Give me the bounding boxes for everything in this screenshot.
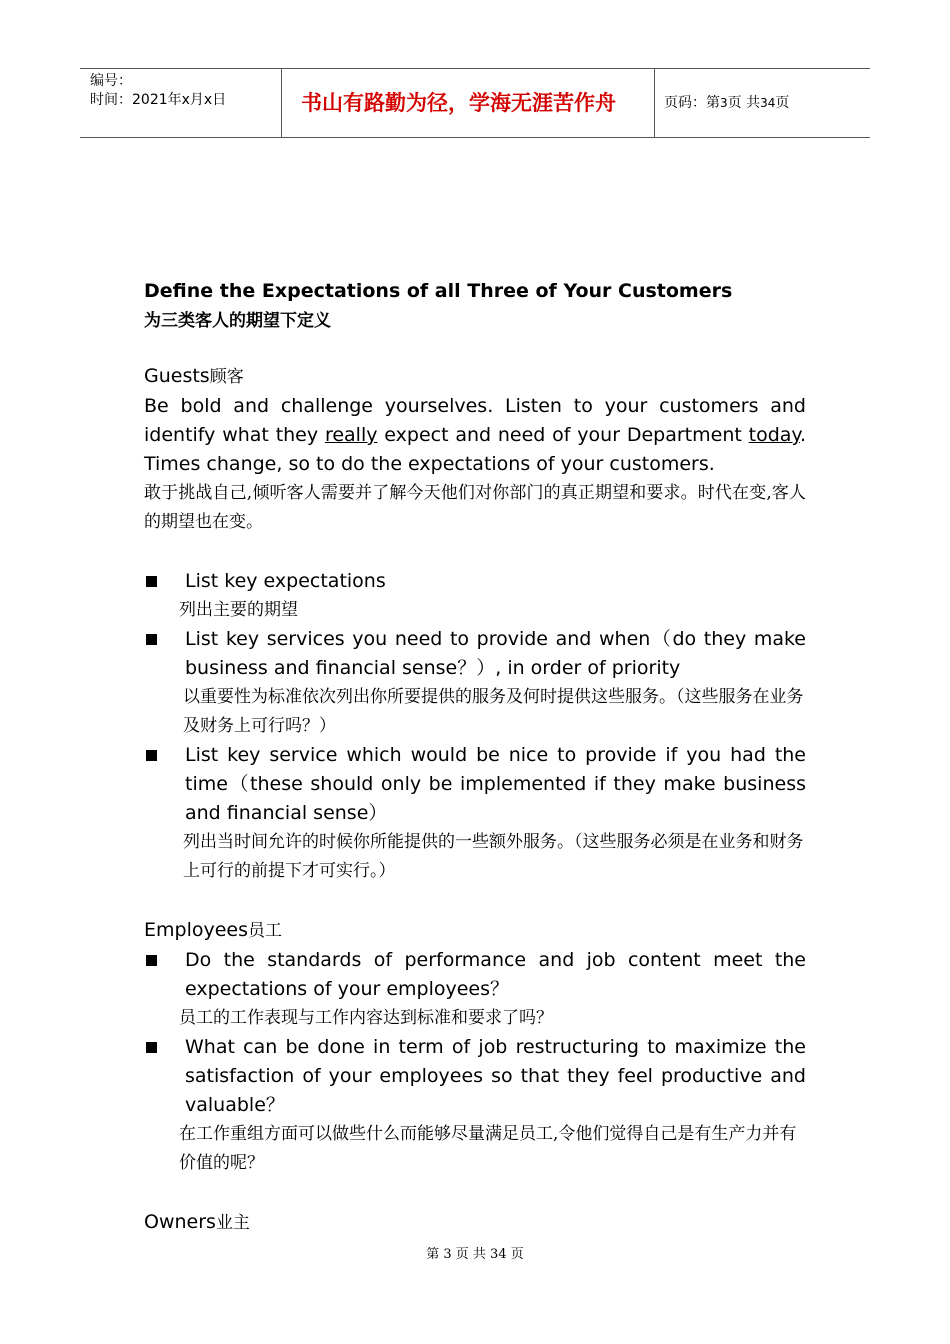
page-num: 3	[720, 96, 728, 110]
document-body	[144, 276, 806, 1238]
square-bullet-icon	[146, 1042, 157, 1053]
document-date: 时间：2021年x月x日	[90, 92, 227, 108]
page-suffix: 页	[775, 95, 790, 111]
square-bullet-icon	[146, 634, 157, 645]
list-item-translation: 在工作重组方面可以做些什么而能够尽量满足员工,令他们觉得自己是有生产力并有价值的呢？	[179, 1124, 797, 1173]
guests-para-text-3: . Times change, so to do the expectations of your customers.	[144, 424, 806, 475]
guests-para-really: really	[324, 424, 378, 446]
list-item	[144, 946, 806, 1004]
header-page-number	[664, 93, 789, 113]
guests-para-text-2: expect and need of your Department	[377, 424, 749, 446]
square-bullet-icon	[146, 955, 157, 966]
list-item-text: Do the standards of performance and job content meet the expectations of your employees？	[185, 949, 806, 1000]
page-header	[80, 68, 870, 138]
page-footer: 第 3 页 共 34 页	[426, 1247, 524, 1262]
header-slogan: 书山有路勤为径，学海无涯苦作舟	[301, 90, 616, 115]
page-title: Define the Expectations of all Three of Your Customers	[144, 280, 733, 302]
page-total: 34	[760, 96, 776, 110]
list-item-translation: 以重要性为标准依次列出你所要提供的服务及何时提供这些服务。（这些服务在业务及财务上可行吗？）	[183, 687, 804, 736]
list-item	[144, 1033, 806, 1120]
guests-para-text-1: Be bold and challenge yourselves. Listen to your customers and identify what they	[144, 395, 806, 446]
header-info-cell	[80, 69, 282, 137]
owners-heading-cn: 业主	[215, 1213, 250, 1233]
list-item-text: What can be done in term of job restructuring to maximize the satisfaction of your employees so that they feel productive and valuable？	[185, 1036, 806, 1116]
list-item-translation: 员工的工作表现与工作内容达到标准和要求了吗？	[179, 1008, 553, 1028]
page-prefix: 页码：第	[664, 95, 720, 111]
list-item	[144, 567, 806, 596]
list-item	[144, 741, 806, 828]
header-slogan-cell	[281, 69, 655, 137]
employees-heading-cn: 员工	[248, 921, 282, 941]
list-item	[144, 625, 806, 683]
guests-paragraph-cn: 敢于挑战自己,倾听客人需要并了解今天他们对你部门的真正期望和要求。时代在变,客人的期望也在变。	[144, 483, 806, 532]
guests-heading-en: Guests	[144, 365, 210, 387]
section-heading-guests	[144, 362, 806, 392]
square-bullet-icon	[146, 576, 157, 587]
list-item-translation: 列出当时间允许的时候你所能提供的一些额外服务。（这些服务必须是在业务和财务上可行的前提下才可实行。）	[183, 832, 804, 881]
document-number-label: 编号：	[90, 73, 132, 89]
list-item-translation: 列出主要的期望	[179, 600, 298, 620]
square-bullet-icon	[146, 750, 157, 761]
section-heading-owners	[144, 1208, 806, 1238]
page-mid: 页 共	[727, 95, 761, 111]
guests-heading-cn: 顾客	[209, 367, 244, 387]
guests-para-today: today	[748, 424, 800, 446]
section-heading-employees	[144, 916, 806, 946]
owners-heading-en: Owners	[144, 1211, 216, 1233]
list-item-text: List key service which would be nice to provide if you had the time（these should only be implemented if they make business and financial sense）	[185, 744, 806, 824]
guests-paragraph	[144, 392, 806, 479]
employees-heading-en: Employees	[144, 919, 248, 941]
header-page-cell	[655, 69, 870, 137]
list-item-text: List key expectations	[185, 570, 386, 592]
page-title-cn: 为三类客人的期望下定义	[144, 311, 331, 331]
list-item-text: List key services you need to provide and when（do they make business and financial sense？）, in order of priority	[185, 628, 806, 679]
